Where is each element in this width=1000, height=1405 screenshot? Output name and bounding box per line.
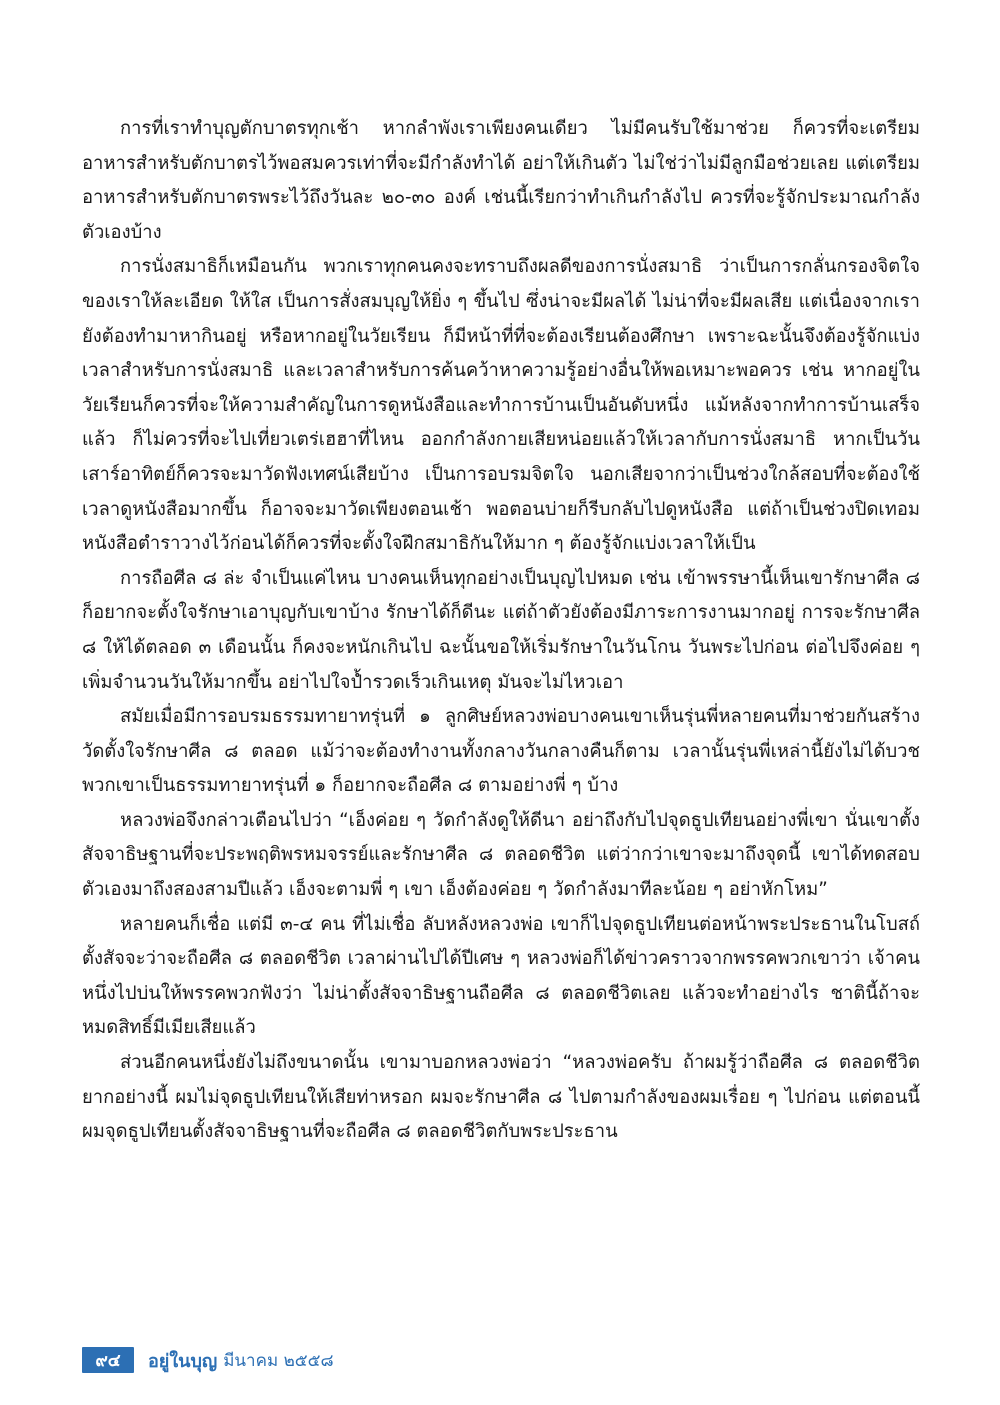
paragraph-5: หลวงพ่อจึงกล่าวเตือนไปว่า “เอ็งค่อย ๆ วัดกำลังดูให้ดีนา อย่าถึงกับไปจุดธูปเทียนอย่างพี่เขา นั่นเขาตั้งสัจจาธิษฐานที่จะประพฤติพรหมจรรย์และรักษาศีล ๘ ตลอดชีวิต แต่ว่ากว่าเขาจะมาถึงจุดนี้ เขาได้ทดสอบตัวเองมาถึงสองสามปีแล้ว เอ็งจะตามพี่ ๆ เขา เอ็งต้องค่อย ๆ วัดกำลังมาทีละน้อย ๆ อย่าหักโหม” — [82, 809, 920, 901]
page-footer — [82, 1345, 334, 1375]
paragraph-2: การนั่งสมาธิก็เหมือนกัน พวกเราทุกคนคงจะทราบถึงผลดีของการนั่งสมาธิ ว่าเป็นการกลั่นกรองจิตใจของเราให้ละเอียด ให้ใส เป็นการสั่งสมบุญให้ยิ่ง ๆ ขึ้นไป ซึ่งน่าจะมีผลได้ ไม่น่าที่จะมีผลเสีย แต่เนื่องจากเรายังต้องทำมาหากินอยู่ หรือหากอยู่ในวัยเรียน ก็มีหน้าที่ที่จะต้องเรียนต้องศึกษา เพราะฉะนั้นจึงต้องรู้จักแบ่งเวลาสำหรับการนั่งสมาธิ และเวลาสำหรับการค้นคว้าหาความรู้อย่างอื่นให้พอเหมาะพอควร เช่น หากอยู่ในวัยเรียนก็ควรที่จะให้ความสำคัญในการดูหนังสือและทำการบ้านเป็นอันดับหนึ่ง แม้หลังจากทำการบ้านเสร็จแล้ว ก็ไม่ควรที่จะไปเที่ยวเตร่เฮฮาที่ไหน ออกกำลังกายเสียหน่อยแล้วให้เวลากับการนั่งสมาธิ หากเป็นวันเสาร์อาทิตย์ก็ควรจะมาวัดฟังเทศน์เสียบ้าง เป็นการอบรมจิตใจ นอกเสียจากว่าเป็นช่วงใกล้สอบที่จะต้องใช้เวลาดูหนังสือมากขึ้น ก็อาจจะมาวัดเพียงตอนเช้า พอตอนบ่ายก็รีบกลับไปดูหนังสือ แต่ถ้าเป็นช่วงปิดเทอม หนังสือตำราวางไว้ก่อนได้ก็ควรที่จะตั้งใจฝึกสมาธิกันให้มาก ๆ ต้องรู้จักแบ่งเวลาให้เป็น — [82, 256, 920, 555]
paragraph-7: ส่วนอีกคนหนึ่งยังไม่ถึงขนาดนั้น เขามาบอกหลวงพ่อว่า “หลวงพ่อครับ ถ้าผมรู้ว่าถือศีล ๘ ตลอดชีวิตยากอย่างนี้ ผมไม่จุดธูปเทียนให้เสียท่าหรอก ผมจะรักษาศีล ๘ ไปตามกำลังของผมเรื่อย ๆ ไปก่อน แต่ตอนนี้ผมจุดธูปเทียนตั้งสัจจาธิษฐานที่จะถือศีล ๘ ตลอดชีวิตกับพระประธาน — [82, 1052, 920, 1143]
issue-date: มีนาคม ๒๕๕๘ — [223, 1350, 334, 1371]
magazine-name: อยู่ในบุญ — [148, 1350, 218, 1372]
paragraph-3: การถือศีล ๘ ล่ะ จำเป็นแค่ไหน บางคนเห็นทุกอย่างเป็นบุญไปหมด เช่น เข้าพรรษานี้เห็นเขารักษาศีล ๘ ก็อยากจะตั้งใจรักษาเอาบุญกับเขาบ้าง รักษาได้ก็ดีนะ แต่ถ้าตัวยังต้องมีภาระการงานมากอยู่ การจะรักษาศีล ๘ ให้ได้ตลอด ๓ เดือนนั้น ก็คงจะหนักเกินไป ฉะนั้นขอให้เริ่มรักษาในวันโกน วันพระไปก่อน ต่อไปจึงค่อย ๆ เพิ่มจำนวนวันให้มากขึ้น อย่าไปใจป้ำรวดเร็วเกินเหตุ มันจะไม่ไหวเอา — [82, 567, 920, 693]
article-body — [82, 112, 920, 1150]
page-number-badge: ๙๔ — [82, 1347, 134, 1373]
paragraph-1: การที่เราทำบุญตักบาตรทุกเช้า หากลำพังเราเพียงคนเดียว ไม่มีคนรับใช้มาช่วย ก็ควรที่จะเตรียมอาหารสำหรับตักบาตรไว้พอสมควรเท่าที่จะมีกำลังทำได้ อย่าให้เกินตัว ไม่ใช่ว่าไม่มีลูกมือช่วยเลย แต่เตรียมอาหารสำหรับตักบาตรพระไว้ถึงวันละ ๒๐-๓๐ องค์ เช่นนี้เรียกว่าทำเกินกำลังไป ควรที่จะรู้จักประมาณกำลังตัวเองบ้าง — [82, 118, 920, 243]
paragraph-4: สมัยเมื่อมีการอบรมธรรมทายาทรุ่นที่ ๑ ลูกศิษย์หลวงพ่อบางคนเขาเห็นรุ่นพี่หลายคนที่มาช่วยกันสร้างวัดตั้งใจรักษาศีล ๘ ตลอด แม้ว่าจะต้องทำงานทั้งกลางวันกลางคืนก็ตาม เวลานั้นรุ่นพี่เหล่านี้ยังไม่ได้บวช พวกเขาเป็นธรรมทายาทรุ่นที่ ๑ ก็อยากจะถือศีล ๘ ตามอย่างพี่ ๆ บ้าง — [82, 706, 920, 797]
paragraph-6: หลายคนก็เชื่อ แต่มี ๓-๔ คน ที่ไม่เชื่อ ลับหลังหลวงพ่อ เขาก็ไปจุดธูปเทียนต่อหน้าพระประธานในโบสถ์ ตั้งสัจจะว่าจะถือศีล ๘ ตลอดชีวิต เวลาผ่านไปได้ปีเศษ ๆ หลวงพ่อก็ได้ข่าวคราวจากพรรคพวกเขาว่า เจ้าคนหนึ่งไปบ่นให้พรรคพวกฟังว่า ไม่น่าตั้งสัจจาธิษฐานถือศีล ๘ ตลอดชีวิตเลย แล้วจะทำอย่างไร ชาตินี้ถ้าจะหมดสิทธิ์มีเมียเสียแล้ว — [82, 913, 920, 1039]
